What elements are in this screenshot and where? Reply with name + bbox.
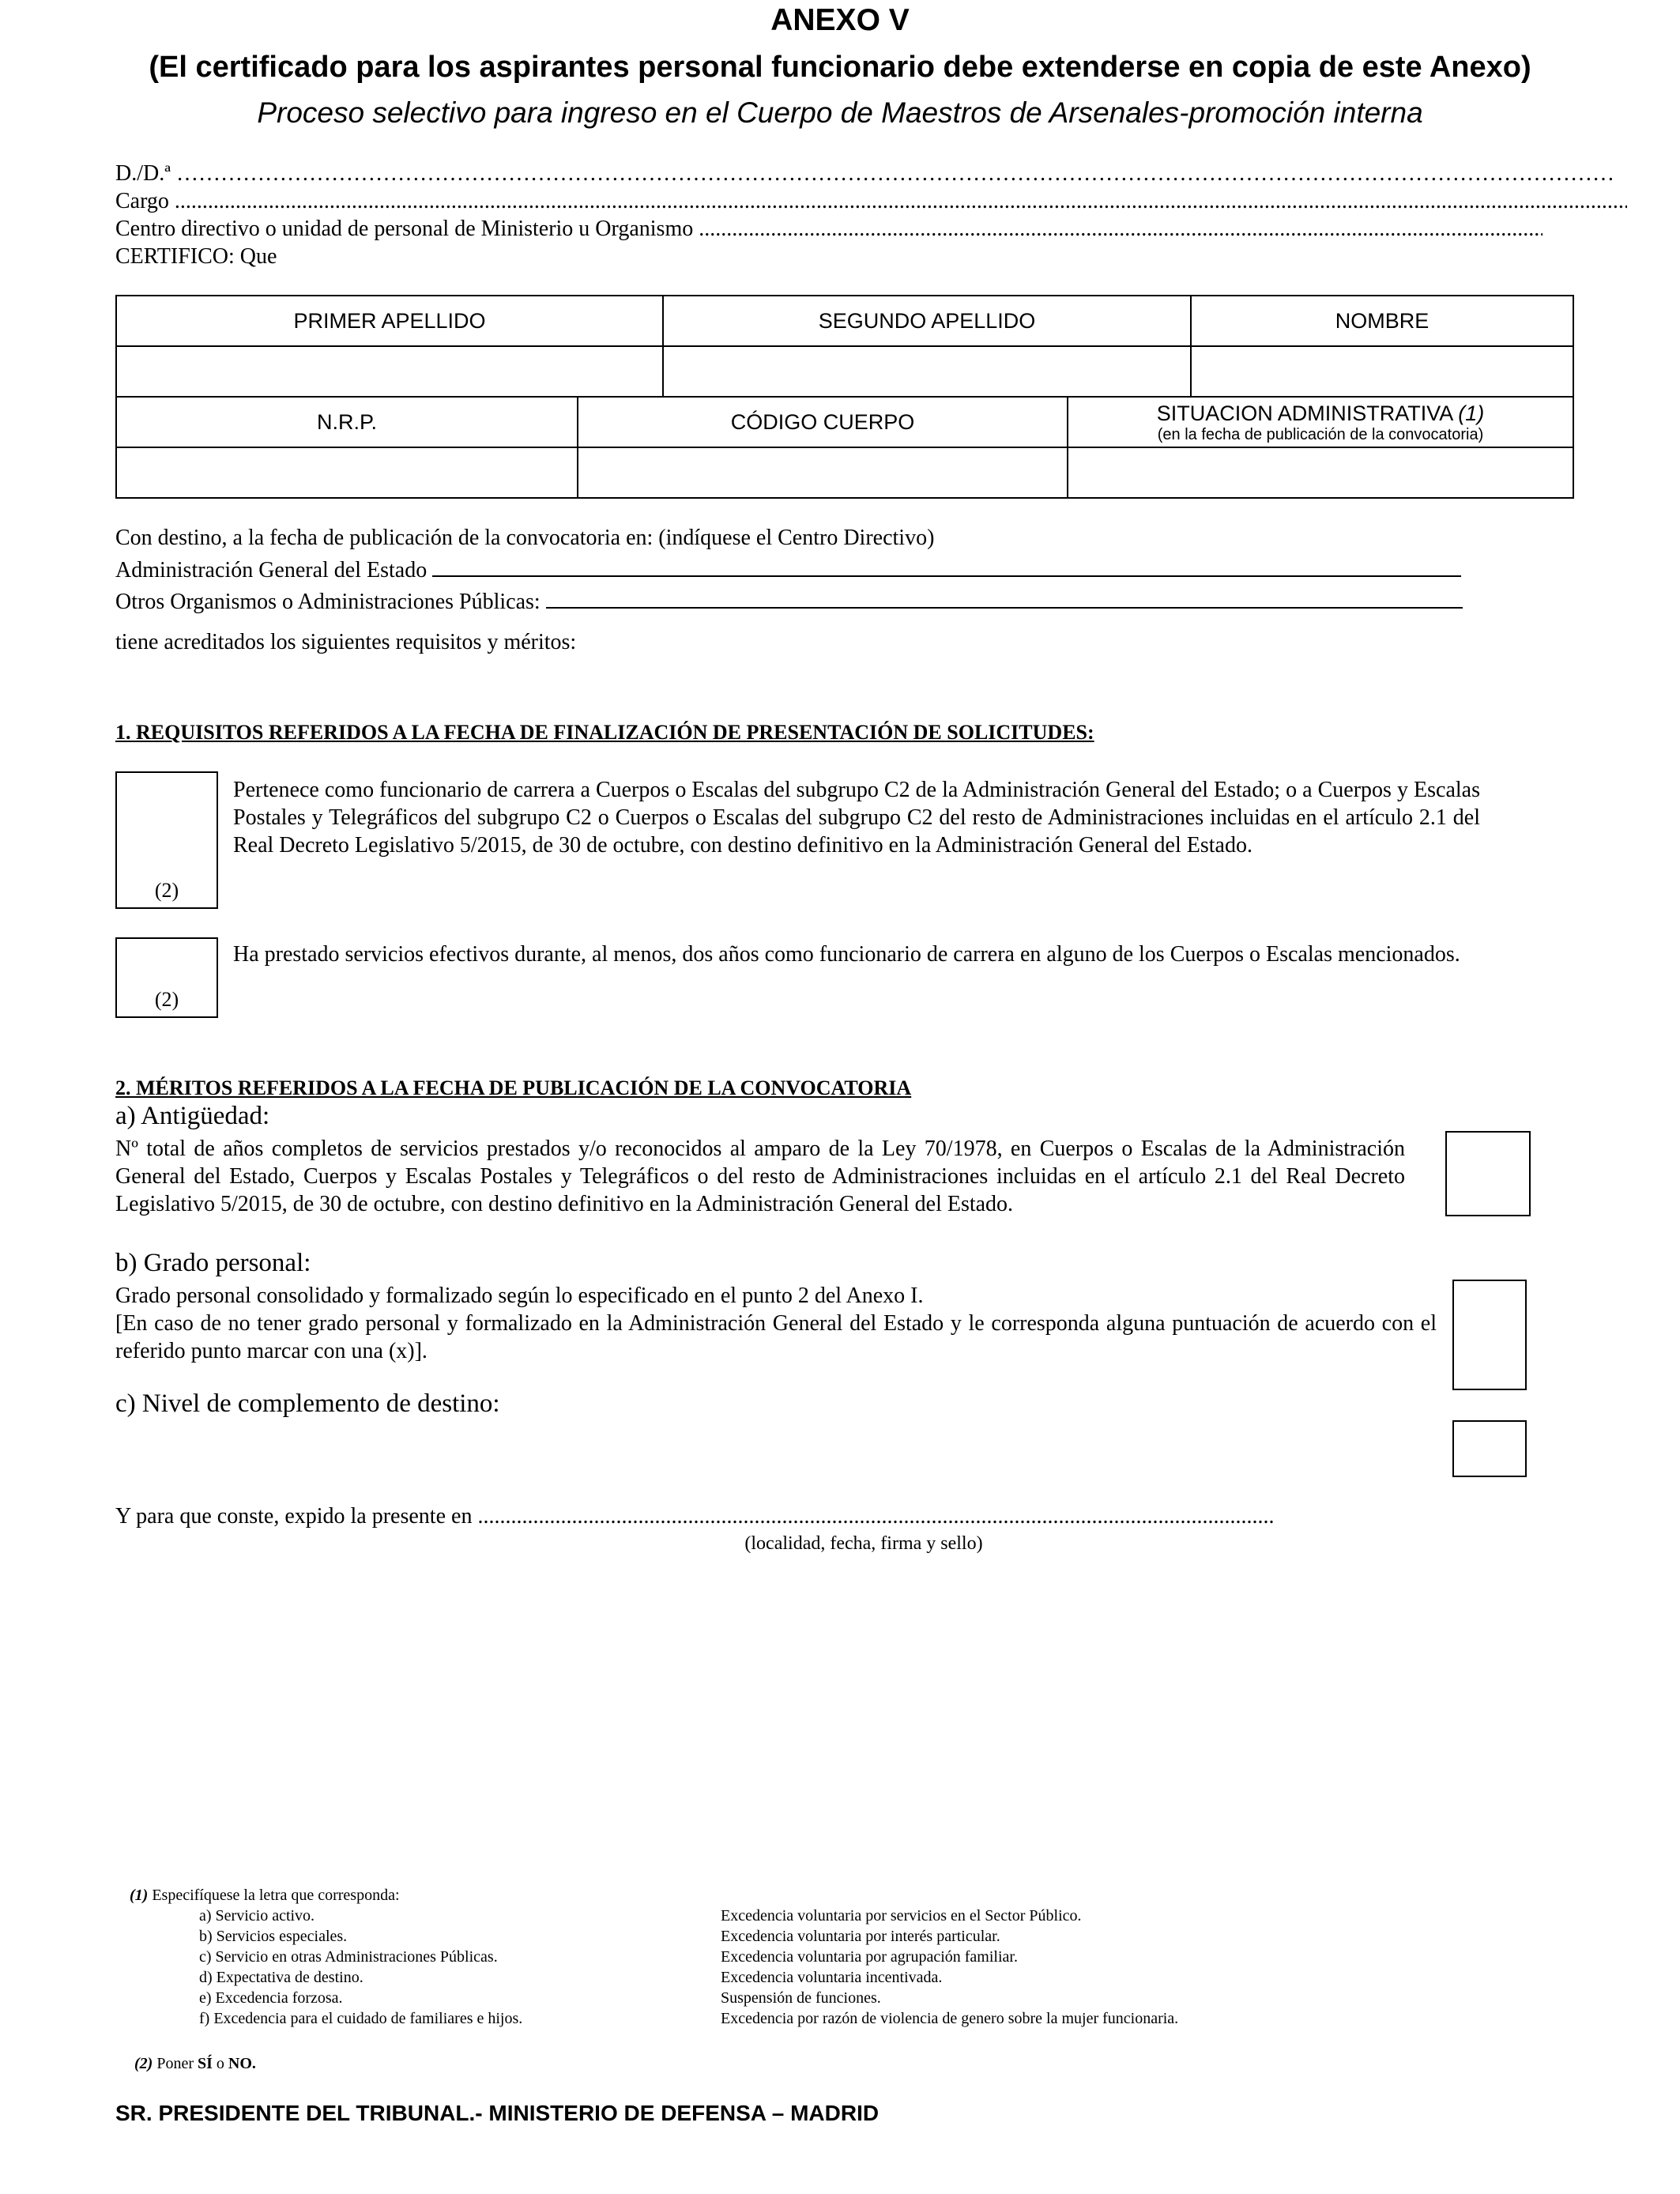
- situacion-label: SITUACION ADMINISTRATIVA: [1156, 401, 1452, 425]
- dd-label: D./D.ª: [115, 161, 171, 186]
- destino-intro: Con destino, a la fecha de publicación de la convocatoria en: (indíquese el Centro Directivo): [115, 526, 935, 550]
- otros-line[interactable]: [115, 588, 1463, 616]
- nrp-cell[interactable]: [116, 447, 578, 498]
- age-line[interactable]: [115, 556, 1461, 584]
- codigo-cuerpo-cell[interactable]: [578, 447, 1068, 498]
- list-item: Excedencia voluntaria por agrupación familiar.: [721, 1948, 1018, 1966]
- header-segundo-apellido: SEGUNDO APELLIDO: [663, 296, 1191, 346]
- grado-title: b) Grado personal:: [115, 1249, 311, 1277]
- tiene-text: tiene acreditados los siguientes requisitos y méritos:: [115, 630, 577, 654]
- list-item: d) Expectativa de destino.: [199, 1969, 363, 1986]
- header-situacion: [1068, 397, 1573, 447]
- requisito1-box-label: (2): [154, 879, 179, 902]
- closing-dotted-field[interactable]: [477, 1503, 1275, 1530]
- footnote-1-text: Especifíquese la letra que corresponda:: [152, 1887, 400, 1904]
- footnote-2-o: o: [216, 2055, 224, 2072]
- otros-label: Otros Organismos o Administraciones Públicas:: [115, 590, 541, 614]
- footnote-2-no: NO.: [228, 2055, 256, 2072]
- antiguedad-text: Nº total de años completos de servicios prestados y/o reconocidos al amparo de la Ley 70/1978, en Cuerpos o Escalas de la Administración General del Estado, Cuerpos y Escalas Postales y Telegráficos o del resto de Administraciones incluidas en el artículo 2.1 del Real Decreto Legislativo 5/2015, de 30 de octubre, con destino definitivo en la Administración General del Estado.: [115, 1137, 1405, 1216]
- grado-text1: Grado personal consolidado y formalizado según lo especificado en el punto 2 del Anexo I.: [115, 1284, 924, 1308]
- header-codigo-cuerpo: CÓDIGO CUERPO: [578, 397, 1068, 447]
- list-item: Suspensión de funciones.: [721, 1989, 881, 2007]
- admin-table: [115, 396, 1574, 499]
- cargo-label: Cargo: [115, 189, 169, 213]
- centro-dotted-field[interactable]: [699, 216, 1543, 243]
- closing-line[interactable]: [115, 1503, 1275, 1530]
- names-table: [115, 295, 1574, 398]
- section2-title: 2. MÉRITOS REFERIDOS A LA FECHA DE PUBLICACIÓN DE LA CONVOCATORIA: [115, 1076, 912, 1099]
- primer-apellido-cell[interactable]: [116, 346, 663, 397]
- grado-text2: [En caso de no tener grado personal y formalizado en la Administración General del Estado y le corresponda alguna puntuación de acuerdo con el referido punto marcar con una (x)].: [115, 1311, 1437, 1363]
- requisito2-text: Ha prestado servicios efectivos durante, al menos, dos años como funcionario de carrera en alguno de los Cuerpos o Escalas mencionados.: [233, 942, 1460, 967]
- otros-field[interactable]: [546, 588, 1463, 609]
- process-title: Proceso selectivo para ingreso en el Cuerpo de Maestros de Arsenales-promoción interna: [257, 96, 1423, 129]
- list-item: a) Servicio activo.: [199, 1907, 315, 1924]
- requisito2-box-label: (2): [154, 988, 179, 1011]
- list-item: e) Excedencia forzosa.: [199, 1989, 343, 2007]
- requisito2-checkbox[interactable]: [115, 937, 218, 1018]
- centro-label: Centro directivo o unidad de personal de Ministerio u Organismo: [115, 217, 694, 241]
- requisito1-text: Pertenece como funcionario de carrera a Cuerpos o Escalas del subgrupo C2 de la Administración General del Estado; o a Cuerpos y Escalas Postales y Telegráficos del subgrupo C2 o Cuerpos o Escalas del subgrupo C2 del resto de Administraciones incluidas en el artículo 2.1 del Real Decreto Legislativo 5/2015, de 30 de octubre, con destino definitivo en la Administración General del Estado.: [233, 778, 1480, 858]
- list-item: Excedencia voluntaria por interés particular.: [721, 1928, 1000, 1945]
- footer-addressee: SR. PRESIDENTE DEL TRIBUNAL.- MINISTERIO DE DEFENSA – MADRID: [115, 2101, 880, 2125]
- closing-note: (localidad, fecha, firma y sello): [744, 1533, 983, 1554]
- list-item: Excedencia voluntaria incentivada.: [721, 1969, 943, 1986]
- list-item: Excedencia voluntaria por servicios en el Sector Público.: [721, 1907, 1082, 1924]
- list-item: c) Servicio en otras Administraciones Públicas.: [199, 1948, 498, 1966]
- certifico-label: CERTIFICO: Que: [115, 244, 277, 269]
- section1-title: 1. REQUISITOS REFERIDOS A LA FECHA DE FINALIZACIÓN DE PRESENTACIÓN DE SOLICITUDES:: [115, 721, 1094, 744]
- list-item: f) Excedencia para el cuidado de familiares e hijos.: [199, 2010, 523, 2027]
- cargo-line[interactable]: [115, 188, 1627, 215]
- nivel-box[interactable]: [1452, 1420, 1527, 1477]
- footnote-2-ref: (2): [134, 2055, 153, 2072]
- footnote-2: [134, 2053, 256, 2074]
- nombre-cell[interactable]: [1191, 346, 1573, 397]
- footnote-1-ref: (1): [130, 1887, 149, 1904]
- dd-dotted-field[interactable]: [176, 160, 1616, 187]
- situacion-ref: (1): [1458, 401, 1485, 425]
- list-item: b) Servicios especiales.: [199, 1928, 348, 1945]
- footnote-1: [130, 1885, 400, 1906]
- header-nombre: NOMBRE: [1191, 296, 1573, 346]
- document-title: ANEXO V: [770, 3, 910, 37]
- age-field[interactable]: [432, 556, 1461, 577]
- segundo-apellido-cell[interactable]: [663, 346, 1191, 397]
- requisito1-checkbox[interactable]: [115, 771, 218, 909]
- footnote-2-si: SÍ: [198, 2055, 213, 2072]
- cargo-dotted-field[interactable]: [175, 188, 1627, 215]
- list-item: Excedencia por razón de violencia de genero sobre la mujer funcionaria.: [721, 2010, 1179, 2027]
- centro-line[interactable]: [115, 216, 1543, 243]
- situacion-cell[interactable]: [1068, 447, 1573, 498]
- closing-label: Y para que conste, expido la presente en: [115, 1504, 473, 1529]
- document-subtitle: (El certificado para los aspirantes personal funcionario debe extenderse en copia de este Anexo): [149, 51, 1531, 84]
- footnote-2-text: Poner: [156, 2055, 194, 2072]
- nivel-title: c) Nivel de complemento de destino:: [115, 1389, 500, 1418]
- dd-line[interactable]: [115, 160, 1616, 187]
- situacion-note: (en la fecha de publicación de la convocatoria): [1157, 425, 1484, 443]
- antiguedad-title: a) Antigüedad:: [115, 1102, 270, 1130]
- header-primer-apellido: PRIMER APELLIDO: [116, 296, 663, 346]
- grado-box[interactable]: [1452, 1280, 1527, 1390]
- header-nrp: N.R.P.: [116, 397, 578, 447]
- antiguedad-box[interactable]: [1445, 1131, 1531, 1216]
- age-label: Administración General del Estado: [115, 558, 428, 582]
